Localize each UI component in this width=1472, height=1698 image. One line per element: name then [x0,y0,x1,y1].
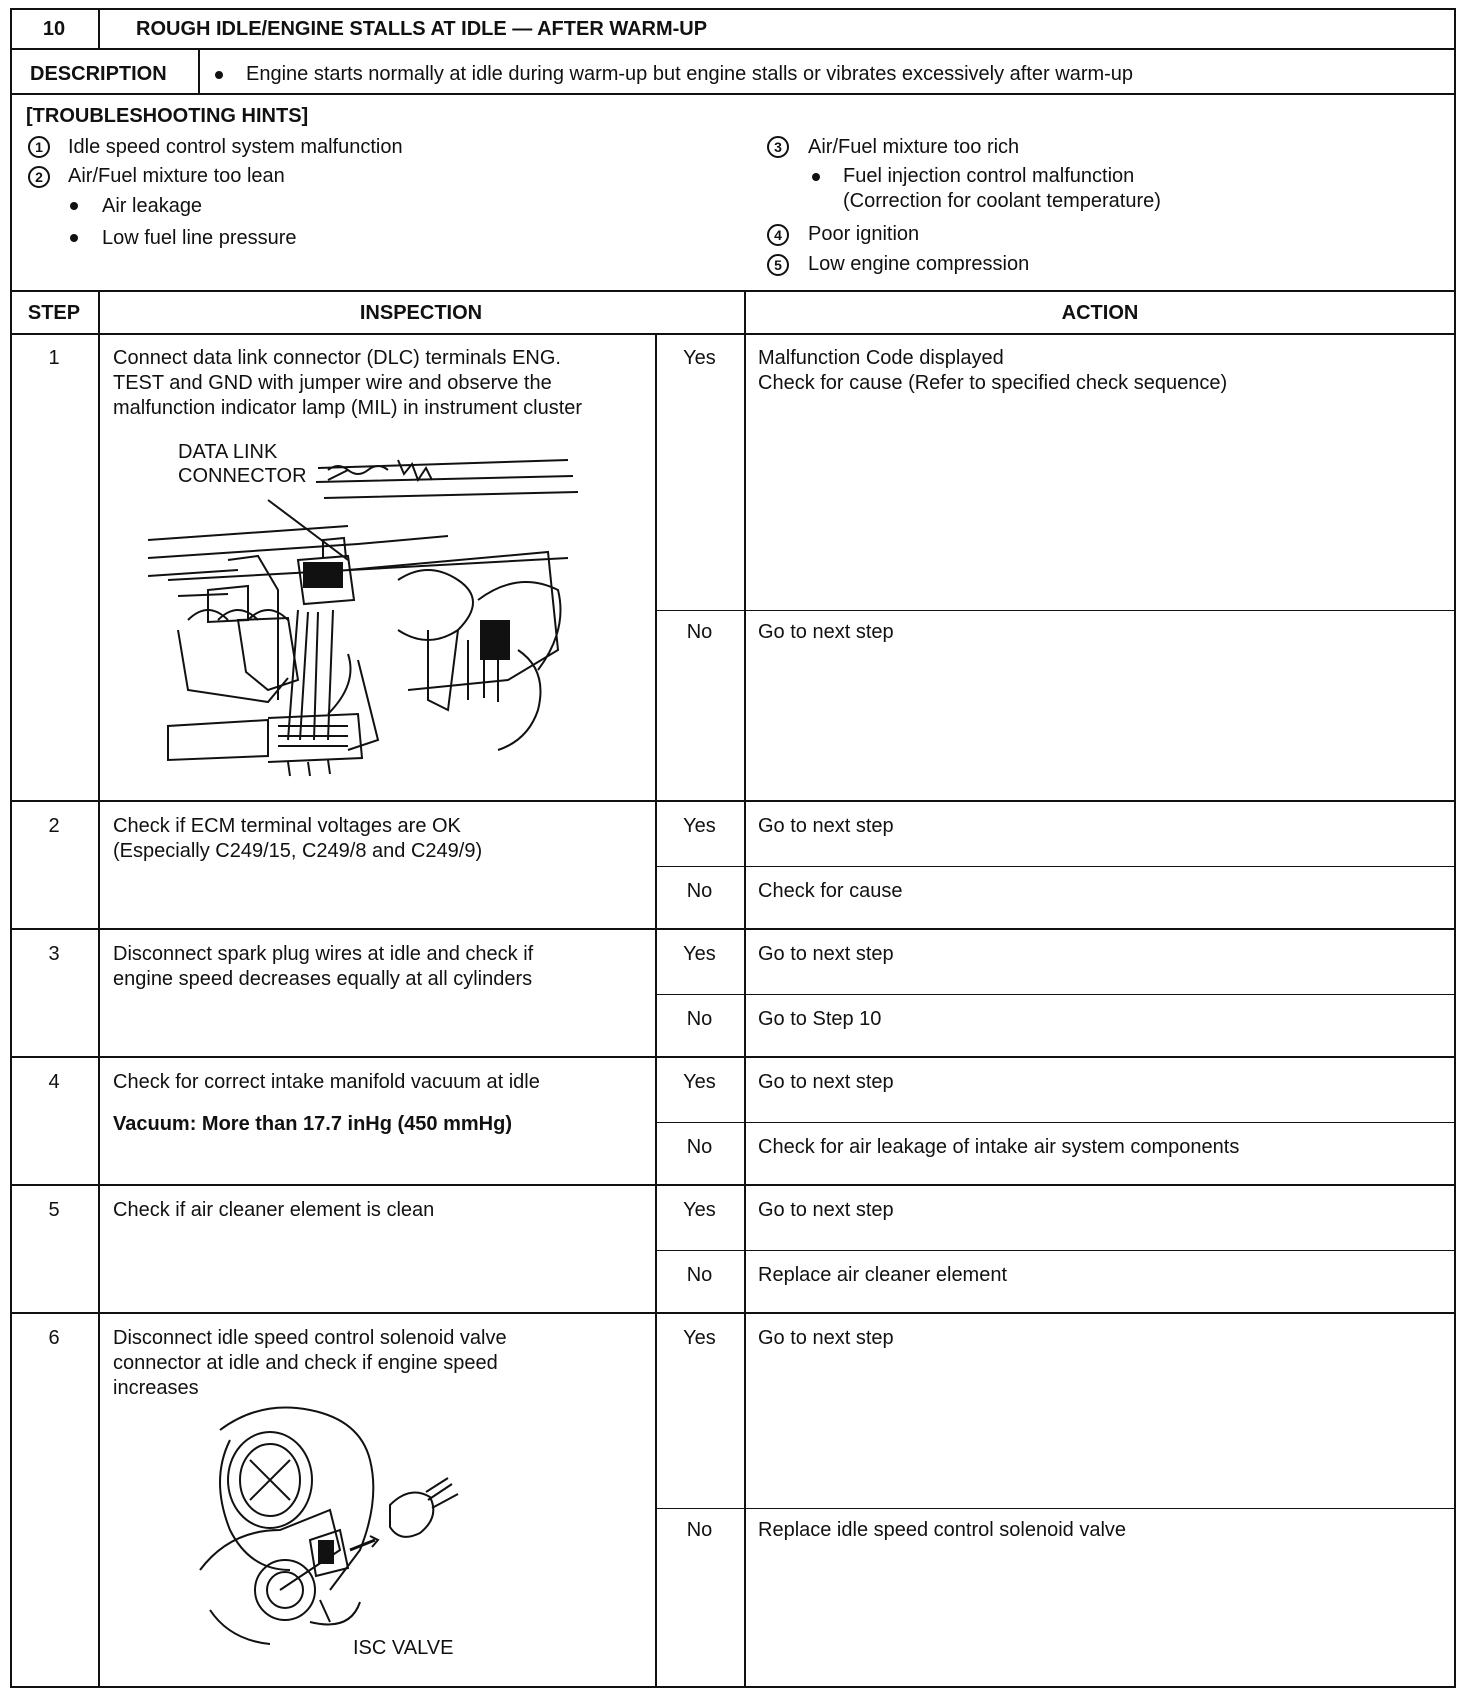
step-number: 6 [48,1327,60,1349]
rule-hints [10,290,1456,292]
isc-valve-illustration [190,1400,470,1650]
hint-number-5: 5 [767,254,789,276]
yes-action: Go to next step [758,1071,894,1093]
hint-2-sub-1: Air leakage [102,195,203,217]
isc-valve-label: ISC VALVE [353,1637,454,1659]
step-number: 5 [48,1199,60,1221]
column-action: ACTION [1061,302,1139,324]
divider-description [198,48,200,93]
step-inspection: Check if air cleaner element is clean [113,1199,435,1221]
hint-number-1: 1 [28,136,50,158]
yes-action: Go to next step [758,1327,894,1349]
rule-yes-no-4 [655,1122,1456,1123]
rule-yes-no-5 [655,1250,1456,1251]
no-action: Check for cause [758,880,903,902]
column-inspection: INSPECTION [359,302,483,324]
yes-label: Yes [683,815,716,837]
yes-label: Yes [683,1199,716,1221]
no-label: No [686,1519,713,1541]
description-label: DESCRIPTION [30,63,167,85]
rule-step-1 [10,800,1456,802]
rule-step-2 [10,928,1456,930]
step-inspection: Disconnect spark plug wires at idle and check if engine speed decreases equally at all cylinders [113,943,534,990]
yes-label: Yes [683,1327,716,1349]
hint-3-text: Air/Fuel mixture too rich [808,136,1020,158]
sheet-number: 10 [42,18,66,40]
vacuum-spec: Vacuum: More than 17.7 inHg (450 mmHg) [113,1113,512,1135]
bullet-icon [70,234,78,242]
step-inspection: Connect data link connector (DLC) terminals ENG. TEST and GND with jumper wire and observe the malfunction indicator lamp (MIL) in instrument cluster [113,347,583,419]
yes-action: Go to next step [758,943,894,965]
rule-yes-no-3 [655,994,1456,995]
step-inspection: Check if ECM terminal voltages are OK (Especially C249/15, C249/8 and C249/9) [113,815,483,862]
divider-step-col [98,290,100,1688]
description-text: Engine starts normally at idle during warm-up but engine stalls or vibrates excessively after warm-up [246,63,1134,85]
yes-label: Yes [683,1071,716,1093]
step-number: 2 [48,815,60,837]
no-label: No [686,621,713,643]
yes-action: Malfunction Code displayed Check for cause (Refer to specified check sequence) [758,347,1228,394]
hint-2-text: Air/Fuel mixture too lean [68,165,285,187]
rule-yes-no-2 [655,866,1456,867]
column-step: STEP [27,302,81,324]
yes-action: Go to next step [758,1199,894,1221]
rule-description [10,93,1456,95]
step-number: 1 [48,347,60,369]
rule-yes-no-6 [655,1508,1456,1509]
no-action: Replace idle speed control solenoid valve [758,1519,1127,1541]
hint-number-3: 3 [767,136,789,158]
step-inspection: Disconnect idle speed control solenoid valve connector at idle and check if engine speed increases [113,1327,507,1399]
rule-columns [10,333,1456,335]
sheet-title: ROUGH IDLE/ENGINE STALLS AT IDLE — AFTER WARM-UP [136,18,708,40]
no-label: No [686,880,713,902]
rule-step-5 [10,1312,1456,1314]
yes-label: Yes [683,347,716,369]
hint-number-4: 4 [767,224,789,246]
no-label: No [686,1136,713,1158]
divider-action-col [744,290,746,1688]
yes-action: Go to next step [758,815,894,837]
hint-1-text: Idle speed control system malfunction [68,136,403,158]
rule-header [10,48,1456,50]
rule-yes-no-1 [655,610,1456,611]
step-number: 4 [48,1071,60,1093]
dlc-figure-label: DATA LINK CONNECTOR [178,441,307,487]
bullet-icon [70,202,78,210]
yes-label: Yes [683,943,716,965]
hint-5-text: Low engine compression [808,253,1030,275]
no-action: Go to Step 10 [758,1008,882,1030]
step-number: 3 [48,943,60,965]
no-action: Go to next step [758,621,894,643]
step-inspection: Check for correct intake manifold vacuum at idle [113,1071,540,1093]
rule-step-4 [10,1184,1456,1186]
bullet-icon [215,71,223,79]
no-action: Check for air leakage of intake air system components [758,1136,1240,1158]
rule-step-3 [10,1056,1456,1058]
divider-number [98,8,100,48]
no-action: Replace air cleaner element [758,1264,1008,1286]
hint-4-text: Poor ignition [808,223,920,245]
no-label: No [686,1008,713,1030]
hint-3-sub-1: Fuel injection control malfunction (Correction for coolant temperature) [843,165,1161,212]
bullet-icon [812,173,820,181]
hints-title: [TROUBLESHOOTING HINTS] [26,105,309,127]
no-label: No [686,1264,713,1286]
data-link-connector-illustration [148,440,588,780]
hint-2-sub-2: Low fuel line pressure [102,227,297,249]
hint-number-2: 2 [28,166,50,188]
